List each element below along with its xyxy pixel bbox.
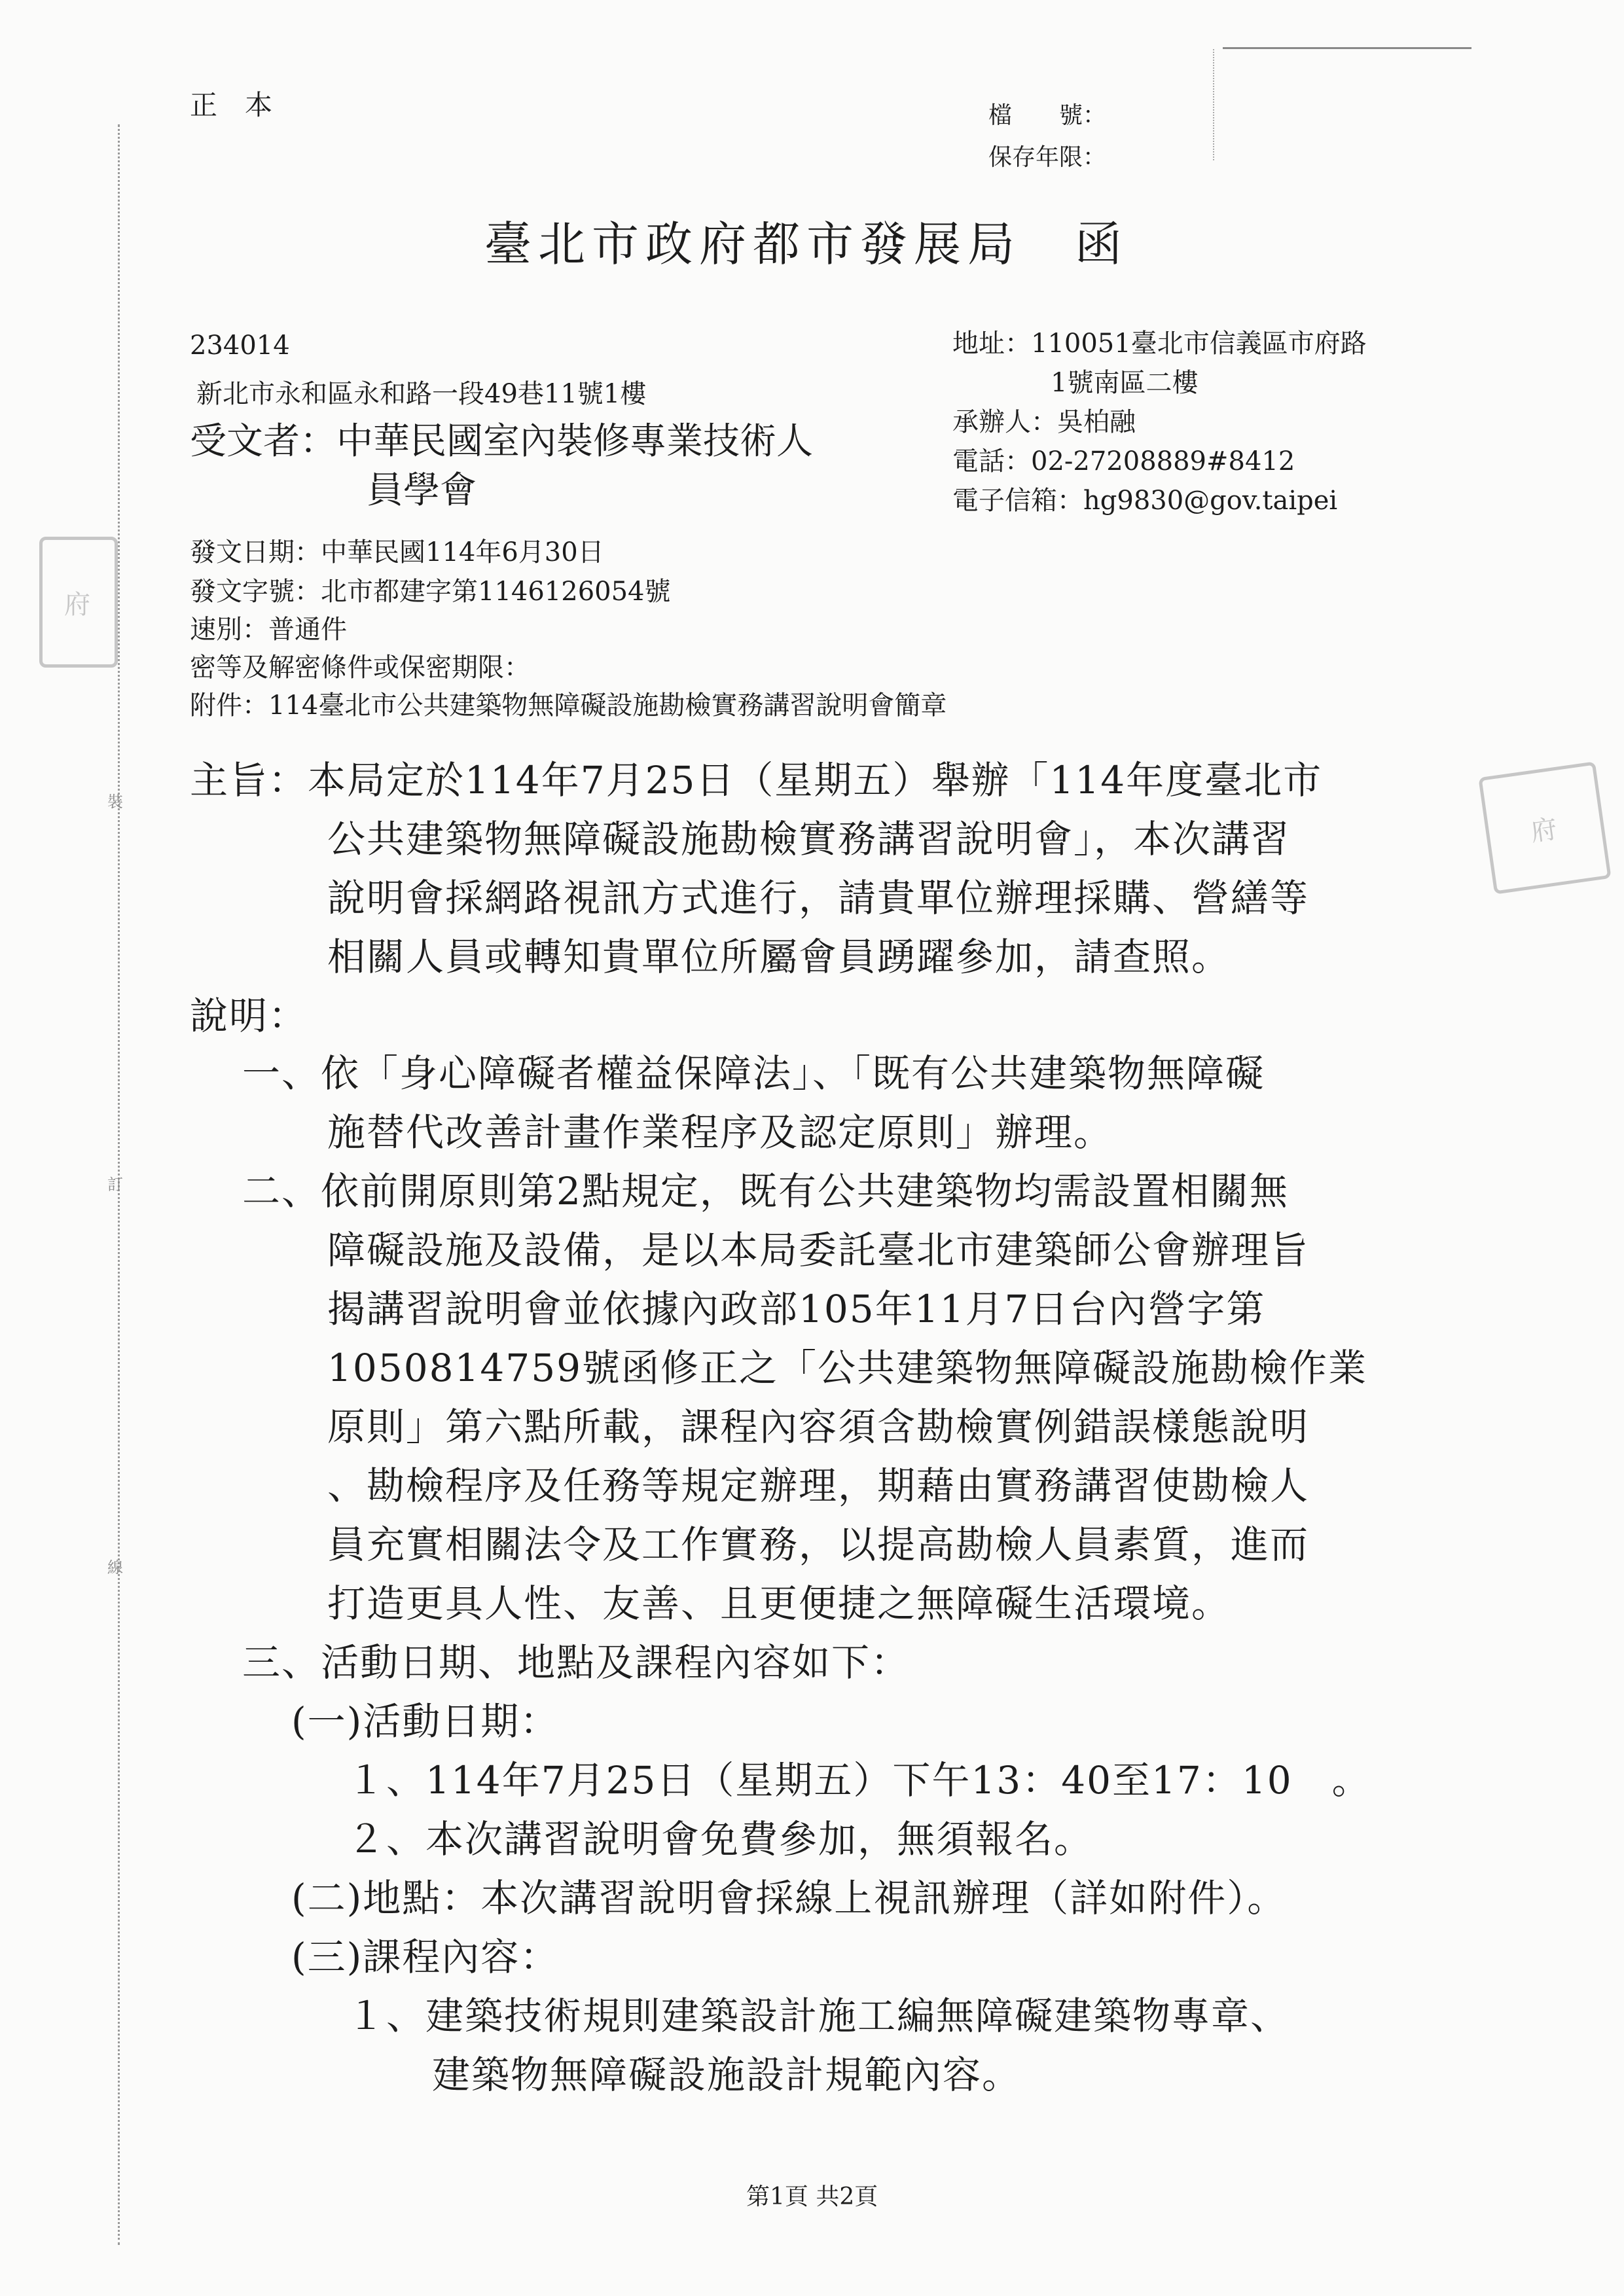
sender-phone: 電話：02-27208889#8412 xyxy=(952,446,1295,476)
document-title: 臺北市政府都市發展局 函 xyxy=(484,217,1129,272)
recipient-address: 新北市永和區永和路一段49巷11號1樓 xyxy=(196,379,647,409)
subject-line-2: 公共建築物無障礙設施勘檢實務講習說明會」，本次講習 xyxy=(327,817,1291,861)
sub-item-1-entry-1: １、114年7月25日（星期五）下午13：40至17：10 。 xyxy=(347,1758,1371,1803)
subject-line-3: 說明會採網路視訊方式進行，請貴單位辦理採購、營繕等 xyxy=(327,876,1310,920)
subject-line-1: 主旨：本局定於114年7月25日（星期五）舉辦「114年度臺北市 xyxy=(190,758,1323,802)
recipient-line-2: 員學會 xyxy=(367,469,477,512)
item-2-line-6: 、勘檢程序及任務等規定辦理，期藉由實務講習使勘檢人 xyxy=(327,1463,1310,1508)
item-3-title: 三、活動日期、地點及課程內容如下： xyxy=(242,1640,911,1685)
item-2-line-2: 障礙設施及設備，是以本局委託臺北市建築師公會辦理旨 xyxy=(327,1228,1310,1272)
document-number: 發文字號：北市都建字第1146126054號 xyxy=(190,577,671,607)
sub-item-3-entry-1-line-2: 建築物無障礙設施設計規範內容。 xyxy=(432,2053,1022,2097)
item-2-line-8: 打造更具人性、友善、且更便捷之無障礙生活環境。 xyxy=(327,1581,1231,1626)
faint-seal-right xyxy=(1478,761,1611,894)
binding-mark-xian: 線 xyxy=(107,1558,123,1577)
sub-item-3-entry-1-line-1: １、建築技術規則建築設計施工編無障礙建築物專章、 xyxy=(347,1994,1290,2038)
sender-email: 電子信箱：hg9830@gov.taipei xyxy=(952,486,1338,516)
item-1-line-1: 一、依「身心障礙者權益保障法」、「既有公共建築物無障礙 xyxy=(242,1051,1265,1096)
faint-seal-left xyxy=(39,537,118,668)
seal-text: 府 xyxy=(64,589,93,620)
issue-date: 發文日期：中華民國114年6月30日 xyxy=(190,537,604,567)
sub-item-2-location: (二)地點：本次講習說明會採線上視訊辦理（詳如附件）。 xyxy=(291,1876,1287,1920)
recipient-line-1: 受文者：中華民國室內裝修專業技術人 xyxy=(190,420,813,463)
copy-label: 正 本 xyxy=(190,89,273,121)
sub-item-1-entry-2: ２、本次講習說明會免費參加，無須報名。 xyxy=(347,1817,1094,1861)
delivery-speed: 速別：普通件 xyxy=(190,615,347,645)
item-2-line-3: 揭講習說明會並依據內政部105年11月7日台內營字第 xyxy=(327,1287,1266,1331)
sender-address-line-2: 1號南區二樓 xyxy=(1051,368,1199,398)
explanation-label: 說明： xyxy=(190,994,308,1038)
binding-mark-zhuang: 裝 xyxy=(107,793,123,811)
attachment: 附件：114臺北市公共建築物無障礙設施勘檢實務講習說明會簡章 xyxy=(190,691,947,721)
header-rule xyxy=(1223,47,1471,49)
item-1-line-2: 施替代改善計畫作業程序及認定原則」辦理。 xyxy=(327,1110,1113,1155)
confidentiality: 密等及解密條件或保密期限： xyxy=(190,653,530,683)
item-2-line-1: 二、依前開原則第2點規定，既有公共建築物均需設置相關無 xyxy=(242,1169,1289,1213)
page-number: 第1頁 共2頁 xyxy=(746,2183,878,2210)
subject-line-4: 相關人員或轉知貴單位所屬會員踴躍參加，請查照。 xyxy=(327,935,1231,979)
binding-mark-ding: 訂 xyxy=(107,1175,123,1194)
item-2-line-5: 原則」第六點所載，課程內容須含勘檢實例錯誤樣態說明 xyxy=(327,1405,1310,1449)
sender-address-line-1: 地址：110051臺北市信義區市府路 xyxy=(952,329,1367,359)
seal-text-right: 府 xyxy=(1528,813,1562,848)
item-2-line-7: 員充實相關法令及工作實務，以提高勘檢人員素質，進而 xyxy=(327,1522,1310,1567)
file-number-label: 檔 號： xyxy=(988,102,1107,129)
item-2-line-4: 1050814759號函修正之「公共建築物無障礙設施勘檢作業 xyxy=(327,1346,1368,1390)
sender-contact: 承辦人：吳柏融 xyxy=(952,407,1136,437)
header-side-rule xyxy=(1213,49,1214,160)
sub-item-3-title: (三)課程內容： xyxy=(291,1935,560,1979)
retention-period-label: 保存年限： xyxy=(988,144,1107,171)
sub-item-1-title: (一)活動日期： xyxy=(291,1699,560,1744)
recipient-postcode: 234014 xyxy=(190,331,290,361)
